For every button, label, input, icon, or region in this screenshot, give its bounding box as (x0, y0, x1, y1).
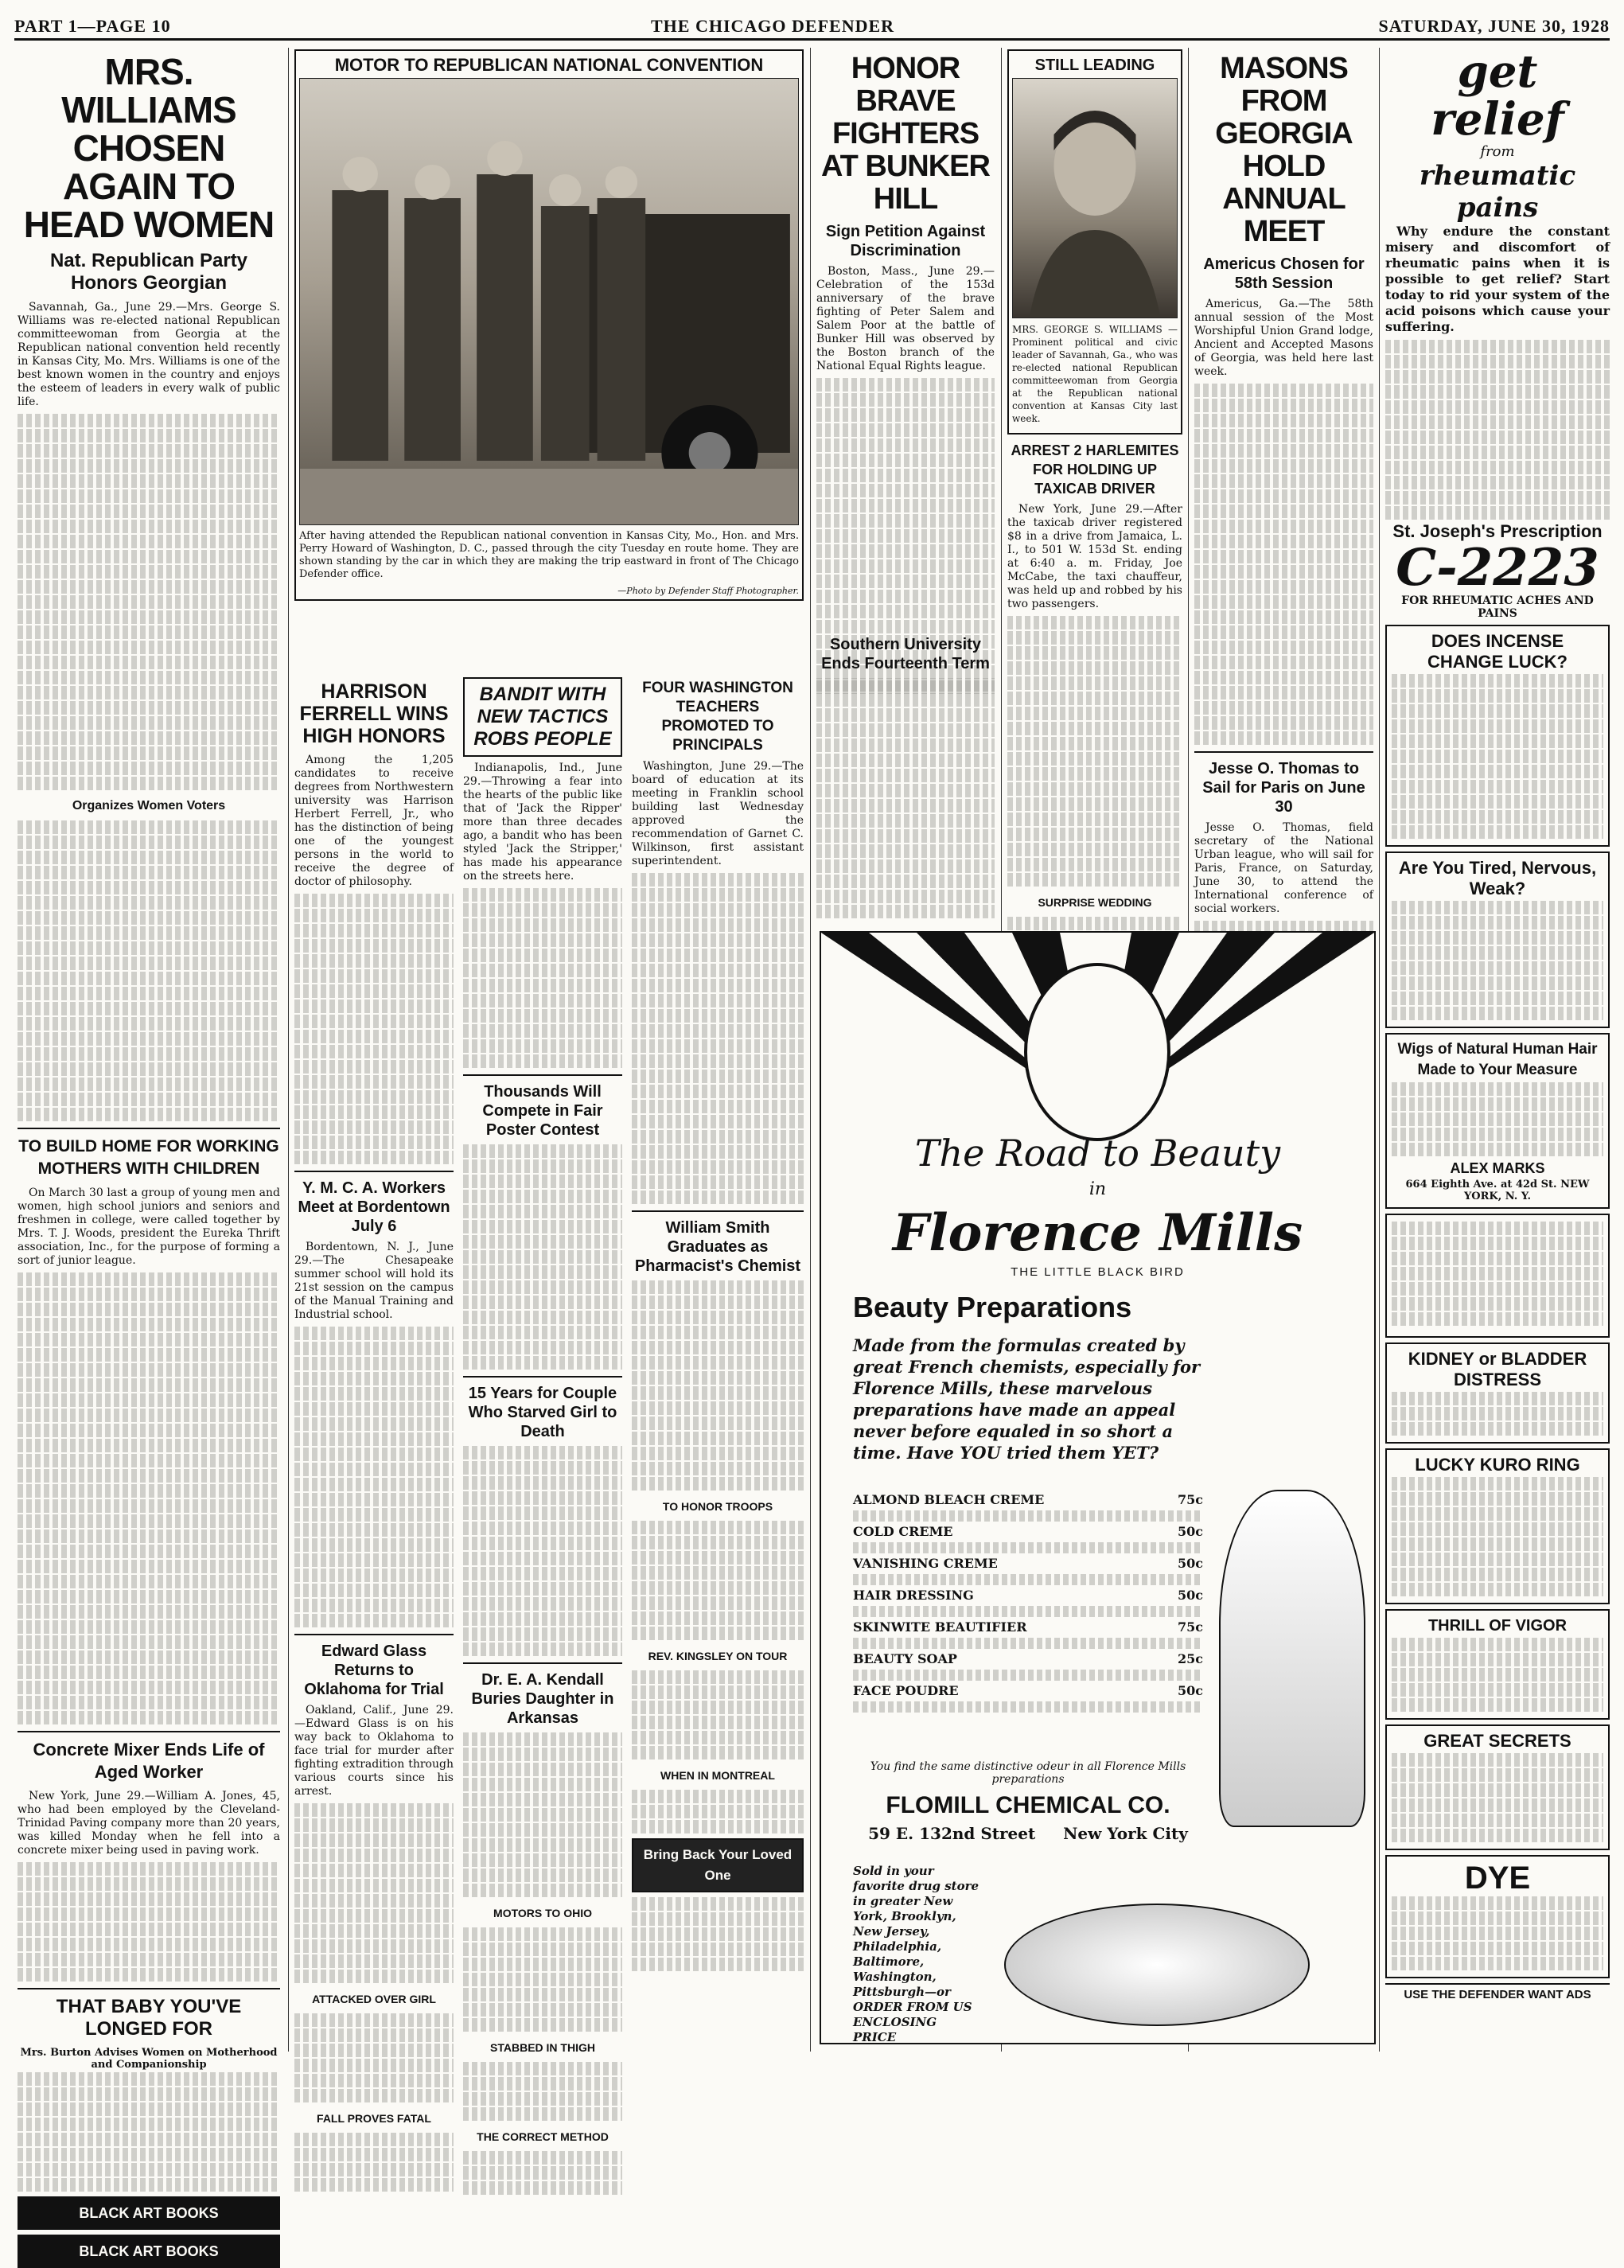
ad-product-row (853, 1619, 1203, 1635)
headline-working-mothers: TO BUILD HOME FOR WORKING MOTHERS WITH CHILDREN (18, 1137, 279, 1178)
want-ads-footer: USE THE DEFENDER WANT ADS (1385, 1983, 1610, 2001)
ad-incense-box (1385, 625, 1610, 847)
column-3 (816, 48, 995, 621)
ad-company: FLOMILL CHEMICAL CO. (886, 1792, 1170, 1818)
subcolumn-a (294, 672, 454, 2193)
headline-concrete-mixer: Concrete Mixer Ends Life of Aged Worker (33, 1740, 265, 1782)
ad-product-name: HAIR DRESSING (853, 1588, 974, 1603)
ad-product-row (853, 1492, 1203, 1508)
portrait-caption: MRS. GEORGE S. WILLIAMS — Prominent political and civic leader of Savannah, Ga., who was re-elected national Republican committeewoman from Georgia at the Republican national convention at Kansas City last week. (1012, 324, 1178, 424)
column-ads (1385, 45, 1610, 2053)
ad-product-price: 75c (1177, 1619, 1203, 1635)
ad-product-price: 75c (1177, 1492, 1203, 1507)
article-ymca: Bordentown, N. J., June 29.—The Chesapeake summer school will hold its 21st session on the campus of the Manual Training and Industrial school. (294, 1241, 454, 1321)
column-rule (810, 48, 811, 2052)
column-4 (1007, 48, 1182, 955)
headline-stabbed: STABBED IN THIGH (490, 2041, 595, 2054)
ad-rheumatic-pains: rheumatic pains (1419, 160, 1576, 224)
page-label: PART 1—PAGE 10 (14, 16, 171, 36)
headline-honor-troops: TO HONOR TROOPS (662, 1500, 773, 1513)
ad-loved-one: Bring Back Your Loved One (632, 1838, 804, 1892)
powder-box-illustration (1004, 1904, 1310, 2026)
subcolumn-c (632, 672, 804, 1973)
column-rule (1379, 48, 1380, 2052)
article-glass: Oakland, Calif., June 29.—Edward Glass is on his way back to Oklahoma to face trial for murder after fighting extradition through various courts since his arrest. (294, 1704, 454, 1798)
ad-brand: Florence Mills (892, 1203, 1303, 1263)
article-harlemites: New York, June 29.—After the taxicab driver registered $8 in a drive from Jamaica, L. I., to 501 W. 153d St. ending at 6:40 a. m. Friday, Joe McCabe, the taxi chauffeur, was held up and robbed by his two passengers. (1007, 503, 1182, 610)
photo-box-williams (1007, 49, 1182, 435)
ad-kidney-head: KIDNEY or BLADDER DISTRESS (1408, 1349, 1587, 1389)
ad-black-art-books: BLACK ART BOOKS (18, 2235, 280, 2268)
ad-product-row (853, 1588, 1203, 1604)
ad-incense-head: DOES INCENSE CHANGE LUCK? (1427, 631, 1568, 672)
photo-headline: MOTOR TO REPUBLICAN NATIONAL CONVENTION (334, 55, 764, 75)
convention-photo (299, 78, 799, 525)
photo-caption: After having attended the Republican national convention in Kansas City, Mo., Hon. and Mrs. Perry Howard of Washington, D. C., passed through the city Tuesday en route home. They are shown standing by the car in which they are making the trip eastward in front of The Chicago Defender office. (299, 530, 799, 580)
ad-where-sold: Sold in your favorite drug store in greater New York, Brooklyn, New Jersey, Philadelphia, Baltimore, Washington, Pittsburgh—or ORDER FROM US ENCLOSING PRICE (853, 1864, 979, 2044)
headline-montreal: WHEN IN MONTREAL (660, 1769, 775, 1782)
ad-kuro-box (1385, 1448, 1610, 1604)
ad-product-list (853, 1490, 1203, 1714)
photo-headline-still-leading: STILL LEADING (1034, 57, 1155, 74)
ad-product-row (853, 1556, 1203, 1572)
photo-credit: —Photo by Defender Staff Photographer. (617, 586, 799, 596)
ad-product-row (853, 1683, 1203, 1699)
headline-teachers: FOUR WASHINGTON TEACHERS PROMOTED TO PRINCIPALS (642, 680, 793, 754)
portrait-photo (1012, 78, 1178, 318)
ad-tired-box (1385, 851, 1610, 1028)
ad-get-relief-title: get relief (1431, 45, 1564, 146)
column-2 (294, 48, 804, 2143)
rays-illustration (821, 933, 1374, 1116)
ad-product-name: BEAUTY SOAP (853, 1651, 957, 1666)
ad-for-rheumatic: FOR RHEUMATIC ACHES AND PAINS (1401, 594, 1594, 620)
headline-fall: FALL PROVES FATAL (317, 2112, 431, 2125)
ad-product-name: ALMOND BLEACH CREME (853, 1492, 1045, 1507)
ad-wigs-name: ALEX MARKS (1450, 1160, 1545, 1176)
ad-secrets-head: GREAT SECRETS (1423, 1731, 1571, 1751)
ad-wigs-address: 664 Eighth Ave. at 42d St. NEW YORK, N. Y. (1405, 1179, 1590, 1202)
ad-product-name: COLD CREME (853, 1524, 953, 1539)
ad-road-title: The Road to Beauty (914, 1132, 1281, 1175)
ad-kuro-head: LUCKY KURO RING (1415, 1455, 1580, 1475)
subhead-baby: Mrs. Burton Advises Women on Motherhood and Companionship (20, 2047, 278, 2071)
ad-tired-head: Are You Tired, Nervous, Weak? (1398, 858, 1597, 898)
headline-kendall: Dr. E. A. Kendall Buries Daughter in Arkansas (471, 1671, 614, 1727)
article-teachers: Washington, June 29.—The board of education at its meeting in Franklin school building last Wednesday approved the recommendation of Garnet C. Wilkinson, first assistant superintendent. (632, 760, 804, 867)
headline-motors-ohio: MOTORS TO OHIO (493, 1907, 592, 1919)
headline-pharmacist: William Smith Graduates as Pharmacist's Chemist (634, 1219, 801, 1275)
subhead-petition: Sign Petition Against Discrimination (825, 223, 986, 259)
ad-product-price: 50c (1177, 1683, 1203, 1698)
ad-black-art-books: BLACK ART BOOKS (18, 2196, 280, 2230)
headline-harlemites: ARREST 2 HARLEMITES FOR HOLDING UP TAXICAB DRIVER (1011, 442, 1179, 497)
ad-c2223: C-2223 (1396, 538, 1599, 598)
article-bandit: Indianapolis, Ind., June 29.—Throwing a fear into the hearts of the public like that of 'Jack the Ripper' more than three decades ago, a bandit who has been styled 'Jack the Stripper,' has made his appearance on the streets here. (463, 762, 622, 883)
ad-from: from (1480, 143, 1515, 160)
ad-product-row (853, 1524, 1203, 1540)
headline-williams: MRS. WILLIAMS CHOSEN AGAIN TO HEAD WOMEN (23, 51, 275, 245)
headline-starved: 15 Years for Couple Who Starved Girl to Death (468, 1385, 617, 1440)
ad-in: in (1089, 1179, 1107, 1199)
column-5 (1194, 48, 1373, 923)
headline-baby: THAT BABY YOU'VE LONGED FOR (56, 1996, 242, 2040)
jar-illustration (1219, 1490, 1365, 1827)
ad-dye-box (1385, 1855, 1610, 1978)
headline-kingsley: REV. KINGSLEY ON TOUR (648, 1650, 788, 1662)
ad-product-name: FACE POUDRE (853, 1683, 959, 1698)
ad-relief-text: Why endure the constant misery and discomfort of rheumatic pains when it is possible to get relief? Start today to rid your system of the acid poisons which cause your suffering. (1385, 224, 1610, 334)
florence-mills-ad (820, 931, 1376, 2044)
photo-box-convention (294, 49, 804, 601)
ad-tag: THE LITTLE BLACK BIRD (1011, 1265, 1185, 1279)
headline-glass: Edward Glass Returns to Oklahoma for Trial (304, 1643, 444, 1698)
newspaper-title: THE CHICAGO DEFENDER (651, 16, 895, 36)
article-jesse-thomas: Jesse O. Thomas, field secretary of the National Urban league, who will sail for Paris, France, on Saturday, June 30, to attend the International conference of social workers. (1194, 821, 1373, 915)
headline-jesse-thomas: Jesse O. Thomas to Sail for Paris on June 30 (1202, 760, 1365, 816)
people-by-car-image (300, 79, 798, 524)
ad-product-price: 50c (1177, 1556, 1203, 1571)
ad-intro: Made from the formulas created by great French chemists, especially for Florence Mills, these marvelous preparations have made an appeal never before equaled in so short a time. Have YOU tried them YET? (853, 1335, 1201, 1463)
headline-surprise-wedding: SURPRISE WEDDING (1038, 896, 1152, 909)
article-ferrell: Among the 1,205 candidates to receive degrees from Northwestern university was Harrison Herbert Ferrell, Jr., who has the distinction of being one of the youngest persons in the world to receive the degree of doctor of philosophy. (294, 754, 454, 888)
article-bunker-hill: Boston, Mass., June 29.—Celebration of the 153d anniversary of the brave fighting of Peter Salem and Salem Poor at the battle of Bunker Hill was observed by the Boston branch of the National Equal Rights league. (816, 265, 995, 372)
ad-product-name: SKINWITE BEAUTIFIER (853, 1619, 1027, 1635)
ad-address: 59 E. 132nd Street New York City (868, 1824, 1188, 1843)
subhead-republican: Nat. Republican Party Honors Georgian (49, 250, 248, 294)
column-1 (18, 48, 280, 2259)
subcolumn-b (463, 672, 622, 2196)
headline-poster: Thousands Will Compete in Fair Poster Contest (482, 1083, 603, 1139)
article-working-mothers: On March 30 last a group of young men and women, high school juniors and seniors and freshmen in college, were called together by Mrs. T. J. Woods, president the Eureka Thrift association, Inc., for the purpose of forming a sort of junior league. (18, 1187, 280, 1267)
ad-sale-box (1385, 1214, 1610, 1338)
subhead-organizes: Organizes Women Voters (72, 799, 226, 813)
ad-vigor-head: THRILL OF VIGOR (1427, 1617, 1568, 1635)
headline-southern-university: Southern University Ends Fourteenth Term (821, 636, 990, 672)
article-masons: Americus, Ga.—The 58th annual session of the Most Worshipful Union Grand lodge, Ancient and Accepted Masons of Georgia, was held here last week. (1194, 298, 1373, 378)
headline-correct-method: THE CORRECT METHOD (477, 2130, 609, 2143)
ad-wigs-head: Wigs of Natural Human Hair Made to Your Measure (1397, 1041, 1598, 1078)
issue-date: SATURDAY, JUNE 30, 1928 (1378, 16, 1610, 36)
ad-st-josephs: St. Joseph's Prescription (1392, 521, 1603, 541)
headline-masons: MASONS FROM GEORGIA HOLD ANNUAL MEET (1215, 52, 1353, 248)
headline-bandit: BANDIT WITH NEW TACTICS ROBS PEOPLE (463, 677, 622, 757)
headline-attacked: ATTACKED OVER GIRL (312, 1993, 436, 2005)
article-concrete-mixer: New York, June 29.—William A. Jones, 45, who had been employed by the Cleveland-Trinidad Paving company more than 20 years, was killed Monday when he fell into a concrete mixer being used in paving work. (18, 1790, 280, 1857)
ad-product-name: VANISHING CREME (853, 1556, 998, 1571)
ad-secrets-box (1385, 1724, 1610, 1850)
ad-product-price: 50c (1177, 1588, 1203, 1603)
ad-products-heading: Beauty Preparations (853, 1291, 1132, 1323)
ad-dye-head: DYE (1464, 1861, 1531, 1896)
southern-university-article (816, 629, 995, 915)
ad-product-price: 25c (1177, 1651, 1203, 1666)
ad-kidney-box (1385, 1342, 1610, 1444)
column-rule (288, 48, 289, 2052)
ad-note: You find the same distinctive odeur in all Florence Mills preparations (870, 1760, 1186, 1786)
masthead (14, 6, 1610, 41)
portrait-image (1013, 79, 1177, 318)
ad-vigor-box (1385, 1609, 1610, 1720)
ad-product-row (853, 1651, 1203, 1667)
ad-wigs-box (1385, 1033, 1610, 1209)
headline-bunker-hill: HONOR BRAVE FIGHTERS AT BUNKER HILL (821, 52, 990, 216)
headline-ymca: Y. M. C. A. Workers Meet at Bordentown July 6 (298, 1179, 450, 1235)
subhead-americus: Americus Chosen for 58th Session (1203, 255, 1365, 292)
article-williams: Savannah, Ga., June 29.—Mrs. George S. Williams was re-elected national Republican committeewoman from Georgia at the Republican national convention held recently in Kansas City, Mo. Mrs. Williams is one of the best known women in the country and enjoys the esteem of leaders in every walk of public life. (18, 301, 280, 408)
ad-product-price: 50c (1177, 1524, 1203, 1539)
headline-ferrell: HARRISON FERRELL WINS HIGH HONORS (299, 680, 449, 747)
